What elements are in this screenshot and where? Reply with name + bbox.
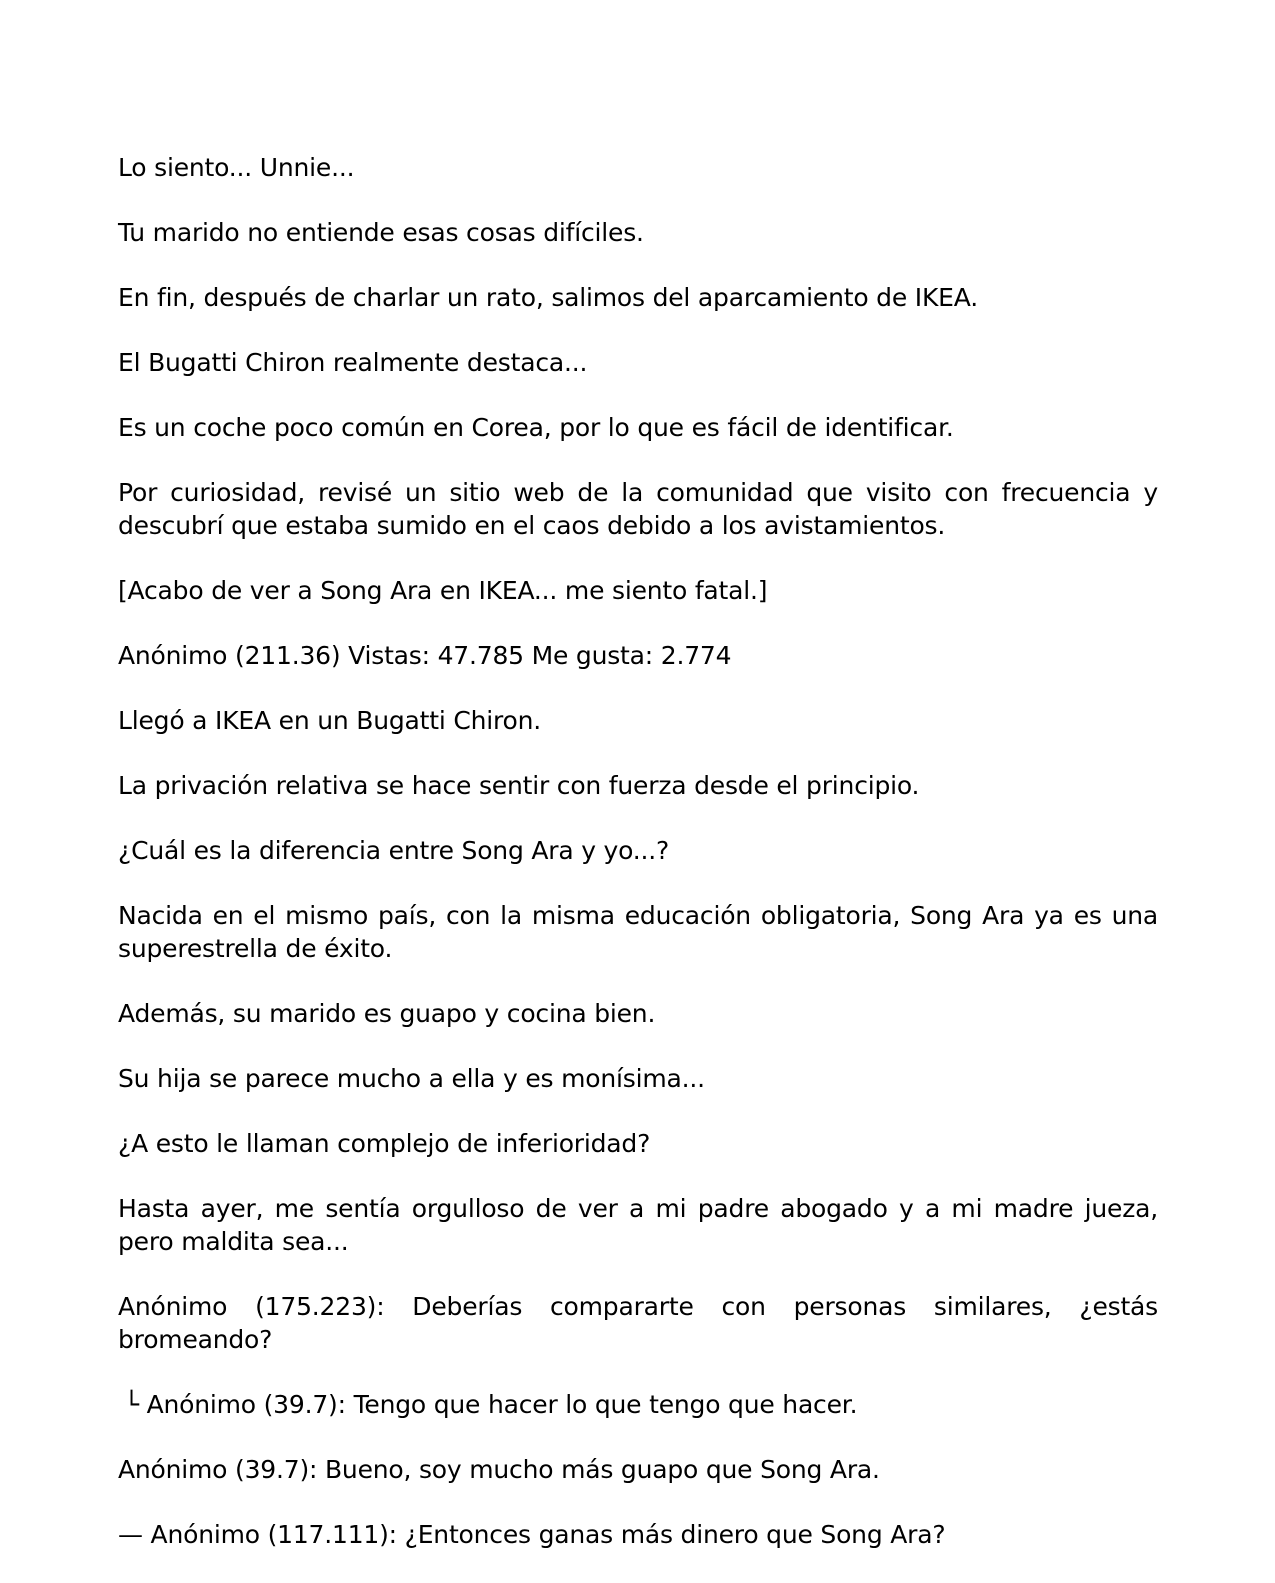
document-body	[118, 151, 1158, 1583]
paragraph: Tu marido no entiende esas cosas difíciles.	[118, 218, 644, 247]
post-meta: Anónimo (211.36) Vistas: 47.785 Me gusta: 2.774	[118, 641, 732, 670]
paragraph: En fin, después de charlar un rato, salimos del aparcamiento de IKEA.	[118, 283, 978, 312]
post-paragraph: Además, su marido es guapo y cocina bien.	[118, 999, 656, 1028]
paragraph: Es un coche poco común en Corea, por lo que es fácil de identificar.	[118, 413, 954, 442]
post-paragraph: ¿Cuál es la diferencia entre Song Ara y yo...?	[118, 836, 670, 865]
comment: Anónimo (175.223): Deberías compararte con personas similares, ¿estás bromeando?	[118, 1292, 1158, 1354]
comment-reply: └ Anónimo (39.7): Tengo que hacer lo que tengo que hacer.	[124, 1390, 858, 1419]
post-paragraph: Nacida en el mismo país, con la misma educación obligatoria, Song Ara ya es una superestrella de éxito.	[118, 901, 1158, 963]
post-paragraph: ¿A esto le llaman complejo de inferioridad?	[118, 1129, 651, 1158]
post-paragraph: Llegó a IKEA en un Bugatti Chiron.	[118, 706, 541, 735]
comment: — Anónimo (117.111): ¿Entonces ganas más dinero que Song Ara?	[118, 1520, 946, 1549]
comment: Anónimo (39.7): Bueno, soy mucho más guapo que Song Ara.	[118, 1455, 880, 1484]
post-paragraph: Su hija se parece mucho a ella y es monísima...	[118, 1064, 705, 1093]
paragraph: Por curiosidad, revisé un sitio web de la comunidad que visito con frecuencia y descubrí que estaba sumido en el caos debido a los avistamientos.	[118, 478, 1158, 540]
post-paragraph: Hasta ayer, me sentía orgulloso de ver a mi padre abogado y a mi madre jueza, pero maldita sea...	[118, 1194, 1158, 1256]
paragraph: El Bugatti Chiron realmente destaca...	[118, 348, 588, 377]
post-paragraph: La privación relativa se hace sentir con fuerza desde el principio.	[118, 771, 920, 800]
paragraph: Lo siento... Unnie...	[118, 153, 355, 182]
post-title: [Acabo de ver a Song Ara en IKEA... me siento fatal.]	[118, 576, 768, 605]
